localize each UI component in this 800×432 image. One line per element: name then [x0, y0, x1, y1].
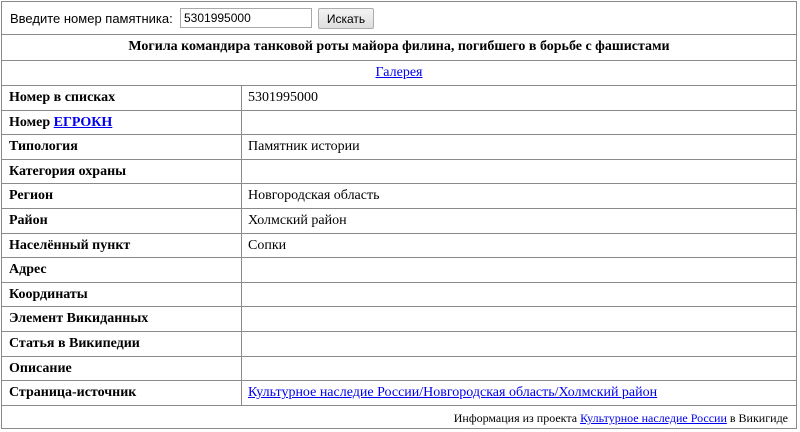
row-label	[9, 115, 112, 131]
row-label-text: Населённый пункт	[9, 237, 131, 253]
row-label	[9, 90, 115, 106]
divider	[2, 380, 796, 381]
divider	[2, 356, 796, 357]
row-label	[9, 262, 47, 278]
row-label	[9, 361, 72, 377]
search-button[interactable]: Искать	[318, 8, 374, 29]
search-bar	[2, 2, 796, 34]
row-label-text: Описание	[9, 360, 72, 376]
row-label-text: Типология	[9, 139, 78, 155]
page-title: Могила командира танковой роты майора филина, погибшего в борьбе с фашистами	[128, 39, 670, 54]
row-value: Холмский район	[248, 213, 347, 228]
row-label-text: Категория охраны	[9, 163, 127, 179]
row-label-text: Регион	[9, 188, 54, 204]
row-label	[9, 213, 48, 229]
search-label: Введите номер памятника:	[10, 11, 173, 26]
search-input[interactable]	[180, 8, 312, 28]
footer-attribution	[454, 411, 788, 426]
row-label	[9, 164, 126, 180]
divider	[2, 306, 796, 307]
divider	[2, 110, 796, 111]
row-label-text: Адрес	[9, 262, 47, 278]
row-label-text: Район	[9, 213, 48, 228]
row-label	[9, 188, 53, 204]
monument-card	[1, 1, 797, 429]
egrokn-link[interactable]: ЕГРОКН	[53, 114, 113, 130]
row-label	[9, 287, 88, 303]
row-label-text: Координаты	[9, 286, 88, 302]
gallery-row	[2, 60, 796, 85]
gallery-link[interactable]: Галерея	[375, 64, 423, 80]
row-label-text: Элемент Викиданных	[9, 311, 149, 327]
source-page-link[interactable]: Культурное наследие России/Новгородская область/Холмский район	[248, 385, 658, 401]
divider	[2, 331, 796, 332]
divider	[2, 208, 796, 209]
row-label	[9, 238, 130, 254]
row-value: Памятник истории	[248, 139, 360, 155]
row-value	[248, 385, 657, 401]
divider	[2, 405, 796, 406]
divider	[2, 134, 796, 135]
column-divider	[241, 85, 242, 405]
divider	[2, 257, 796, 258]
row-label	[9, 336, 140, 352]
row-label-text: Номер в списках	[9, 90, 116, 105]
row-value: 5301995000	[248, 90, 318, 105]
row-label	[9, 311, 148, 327]
footer-suffix: в Викигиде	[729, 411, 788, 425]
divider	[2, 85, 796, 86]
row-value: Новгородская область	[248, 188, 380, 204]
row-label-text: Страница-источник	[9, 385, 137, 401]
divider	[2, 159, 796, 160]
row-label-text: Номер	[9, 114, 51, 130]
row-label	[9, 385, 136, 401]
row-label-text: Статья в Википедии	[9, 336, 140, 351]
divider	[2, 233, 796, 234]
footer-project-link[interactable]: Культурное наследие России	[580, 411, 727, 425]
divider	[2, 183, 796, 184]
divider	[2, 282, 796, 283]
row-value: Сопки	[248, 237, 287, 253]
footer-prefix: Информация из проекта	[453, 411, 578, 425]
row-label	[9, 139, 78, 155]
